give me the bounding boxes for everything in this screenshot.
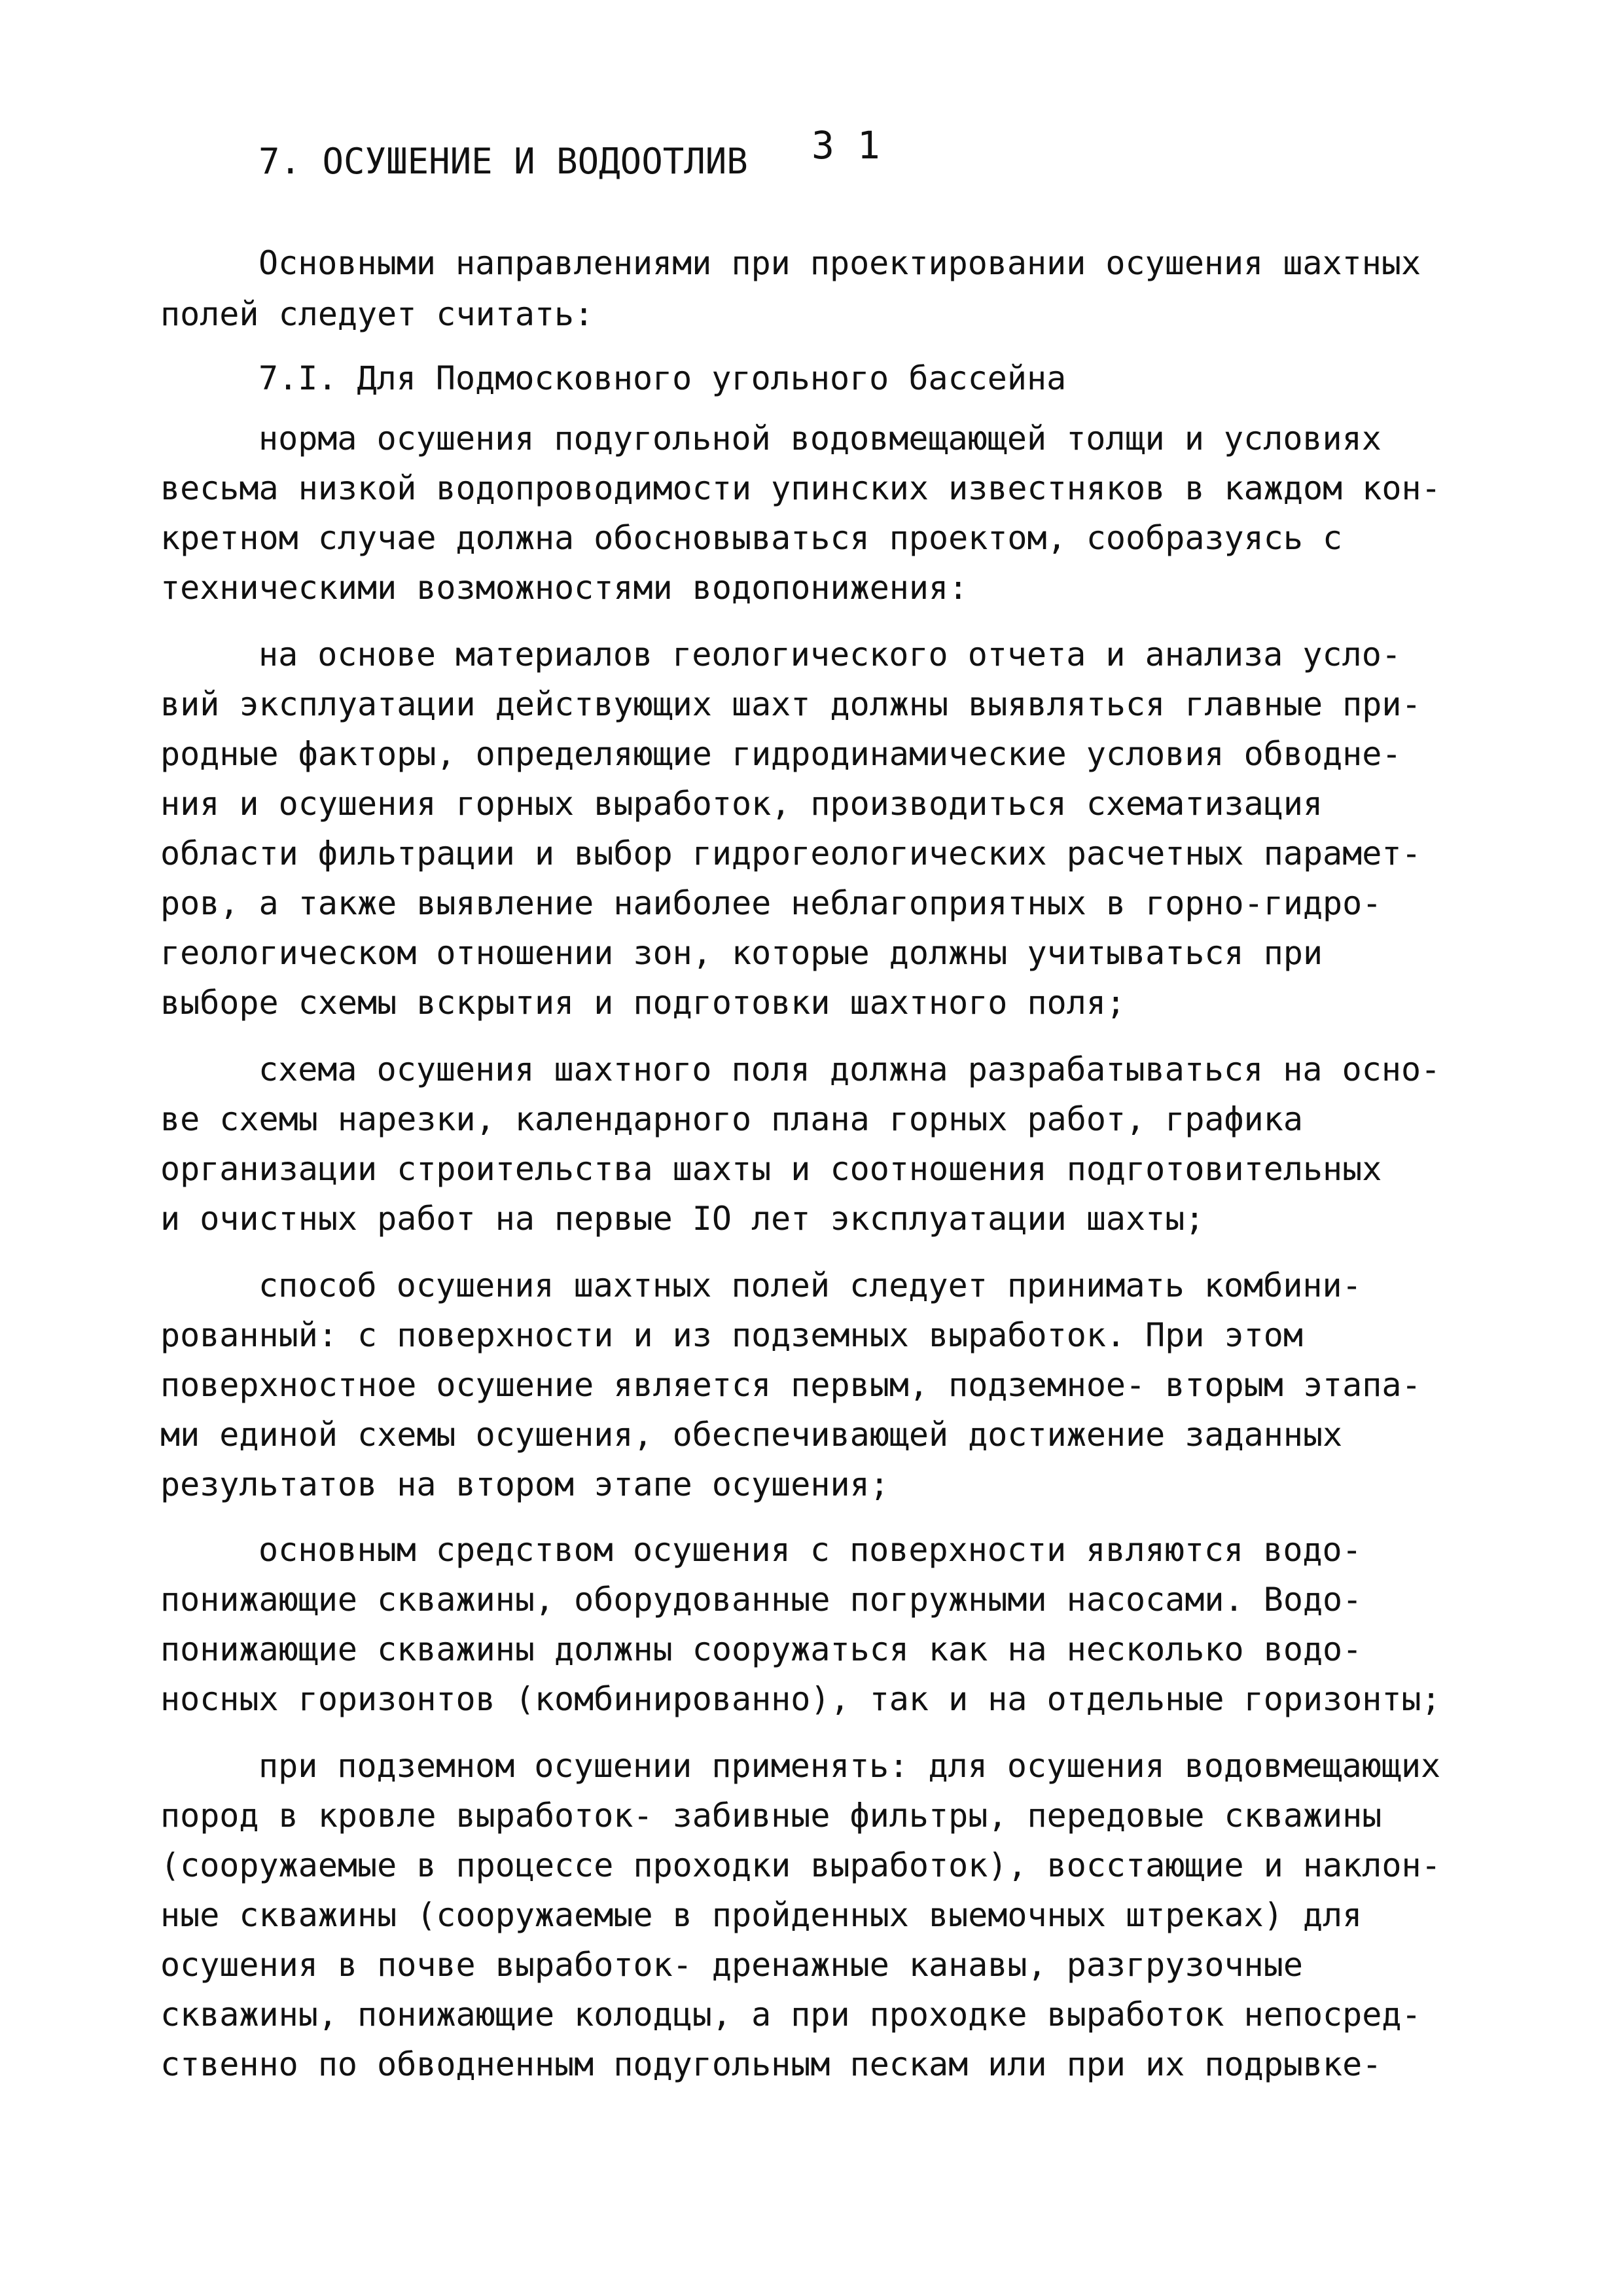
paragraph-line: ве схемы нарезки, календарного плана горных работ, графика bbox=[160, 1100, 1303, 1138]
paragraph-line: осушения в почве выработок- дренажные канавы, разгрузочные bbox=[160, 1946, 1303, 1984]
paragraph-line: ми единой схемы осушения, обеспечивающей достижение заданных bbox=[160, 1416, 1343, 1454]
paragraph-line: при подземном осушении применять: для осушения водовмещающих bbox=[259, 1747, 1441, 1785]
page-number: 3 1 bbox=[812, 123, 880, 168]
paragraph-line: поверхностное осушение является первым, подземное- вторым этапа- bbox=[160, 1366, 1421, 1404]
paragraph-line: вий эксплуатации действующих шахт должны выявляться главные при- bbox=[160, 685, 1421, 723]
paragraph-line: родные факторы, определяющие гидродинамические условия обводне- bbox=[160, 735, 1402, 773]
paragraph-line: организации строительства шахты и соотношения подготовительных bbox=[160, 1150, 1382, 1188]
paragraph-line: на основе материалов геологического отчета и анализа усло- bbox=[259, 636, 1401, 673]
paragraph-line: ния и осушения горных выработок, производиться схематизация bbox=[160, 785, 1323, 823]
intro-line: полей следует считать: bbox=[160, 295, 594, 333]
paragraph-line: носных горизонтов (комбинированно), так и на отдельные горизонты; bbox=[160, 1680, 1441, 1718]
paragraph-line: техническими возможностями водопонижения: bbox=[160, 569, 969, 607]
paragraph-line: кретном случае должна обосновываться проектом, сообразуясь с bbox=[160, 519, 1343, 557]
paragraph-line: выборе схемы вскрытия и подготовки шахтного поля; bbox=[160, 984, 1126, 1022]
paragraph-line: ственно по обводненным подугольным пескам или при их подрывке- bbox=[160, 2045, 1382, 2083]
paragraph-line: скважины, понижающие колодцы, а при проходке выработок непосред- bbox=[160, 1996, 1421, 2034]
paragraph-line: геологическом отношении зон, которые должны учитываться при bbox=[160, 934, 1323, 972]
paragraph-line: и очистных работ на первые IO лет эксплуатации шахты; bbox=[160, 1200, 1205, 1238]
paragraph-line: пород в кровле выработок- забивные фильтры, передовые скважины bbox=[160, 1797, 1382, 1835]
paragraph-line: способ осушения шахтных полей следует принимать комбини- bbox=[259, 1266, 1362, 1304]
subsection-heading: 7.I. Для Подмосковного угольного бассейна bbox=[259, 359, 1067, 397]
paragraph-line: понижающие скважины, оборудованные погружными насосами. Водо- bbox=[160, 1581, 1363, 1619]
paragraph-line: схема осушения шахтного поля должна разрабатываться на осно- bbox=[259, 1050, 1441, 1088]
paragraph-line: области фильтрации и выбор гидрогеологических расчетных парамет- bbox=[160, 834, 1421, 872]
paragraph-line: норма осушения подугольной водовмещающей толщи и условиях bbox=[259, 420, 1382, 457]
paragraph-line: весьма низкой водопроводимости упинских известняков в каждом кон- bbox=[160, 469, 1441, 507]
paragraph-line: рованный: с поверхности и из подземных выработок. При этом bbox=[160, 1316, 1303, 1354]
intro-line: Основными направлениями при проектировании осушения шахтных bbox=[259, 244, 1421, 282]
paragraph-line: понижающие скважины должны сооружаться как на несколько водо- bbox=[160, 1630, 1363, 1668]
paragraph-line: ные скважины (сооружаемые в пройденных выемочных штреках) для bbox=[160, 1896, 1363, 1934]
paragraph-line: (сооружаемые в процессе проходки выработок), восстающие и наклон- bbox=[160, 1846, 1441, 1884]
section-heading: 7. ОСУШЕНИЕ И ВОДООТЛИВ bbox=[259, 141, 748, 182]
paragraph-line: основным средством осушения с поверхности являются водо- bbox=[259, 1531, 1362, 1569]
paragraph-line: ров, а также выявление наиболее неблагоприятных в горно-гидро- bbox=[160, 884, 1382, 922]
paragraph-line: результатов на втором этапе осушения; bbox=[160, 1465, 889, 1503]
